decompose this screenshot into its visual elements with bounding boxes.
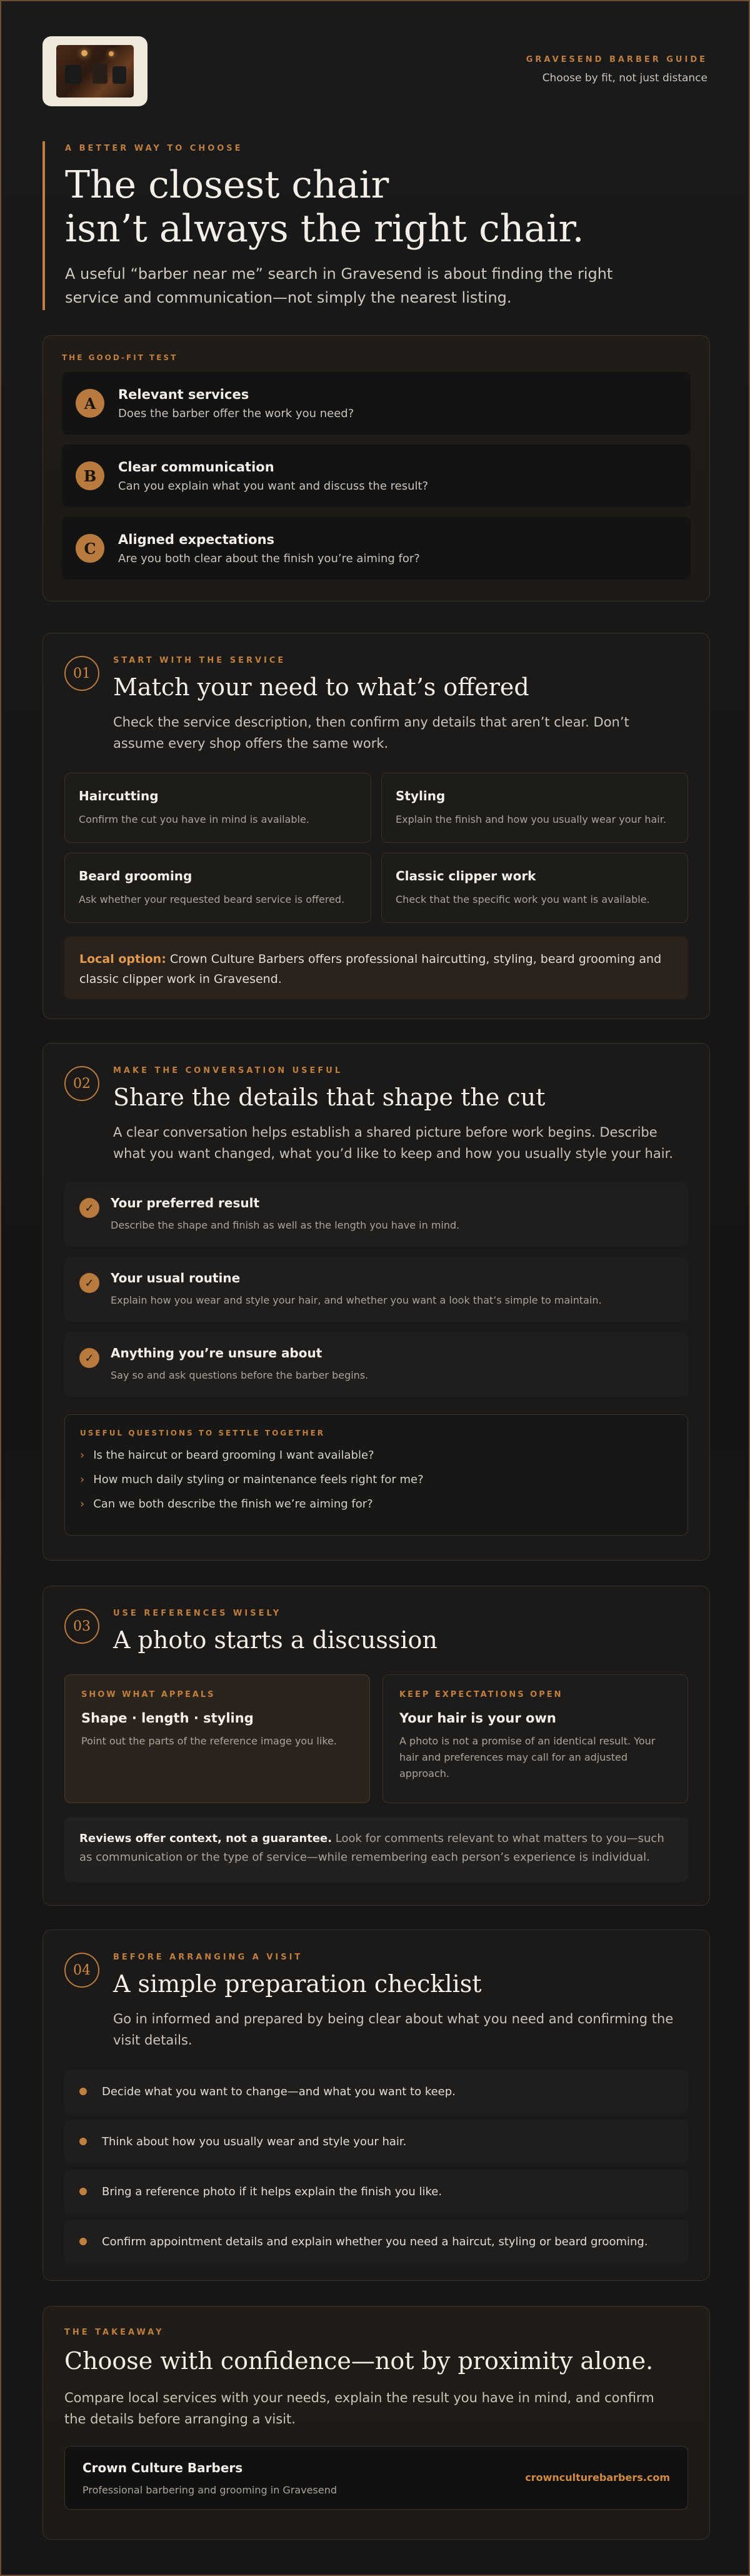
- checkmark-icon: ✓: [79, 1198, 99, 1218]
- local-option-text: Crown Culture Barbers offers professional haircutting, styling, beard grooming and classic clipper work in Gravesend.: [79, 952, 662, 986]
- check-item: [64, 1332, 688, 1397]
- list-item: [64, 2220, 688, 2263]
- reference-desc: A photo is not a promise of an identical result. Your hair and preferences may call for an adjusted approach.: [399, 1735, 656, 1779]
- service-card: [381, 853, 688, 923]
- preparation-list: [64, 2070, 688, 2263]
- takeaway-kicker: THE TAKEAWAY: [64, 2328, 164, 2337]
- step-kicker: USE REFERENCES WISELY: [113, 1609, 282, 1618]
- reference-kicker: KEEP EXPECTATIONS OPEN: [399, 1690, 563, 1699]
- list-item-text: Think about how you usually wear and style your hair.: [102, 2135, 407, 2148]
- brand-tagline: Choose by fit, not just distance: [542, 72, 708, 84]
- list-item-text: Confirm appointment details and explain whether you need a haircut, styling or beard grooming.: [102, 2235, 648, 2248]
- check-title: Your usual routine: [111, 1270, 241, 1285]
- step-number-badge: 04: [64, 1953, 99, 1988]
- reference-kicker: SHOW WHAT APPEALS: [81, 1690, 216, 1699]
- step-description: Go in informed and prepared by being clear about what you need and confirming the visit details.: [113, 2011, 674, 2048]
- checkmark-icon: ✓: [79, 1348, 99, 1368]
- hero-kicker: A BETTER WAY TO CHOOSE: [65, 144, 243, 153]
- step-02-conversation: [42, 1043, 710, 1561]
- service-title: Haircutting: [79, 788, 159, 803]
- takeaway: [42, 2306, 710, 2540]
- step-number-badge: 02: [64, 1066, 99, 1101]
- list-item-text: Decide what you want to change—and what you want to keep.: [102, 2085, 456, 2098]
- logo[interactable]: [42, 36, 148, 106]
- check-item: [64, 1182, 688, 1247]
- brand-kicker: GRAVESEND BARBER GUIDE: [526, 55, 708, 64]
- service-desc: Ask whether your requested beard service is offered.: [79, 893, 345, 905]
- service-desc: Confirm the cut you have in mind is available.: [79, 813, 309, 825]
- services-grid: [64, 773, 688, 923]
- question-text: Can we both describe the finish we’re aiming for?: [93, 1497, 373, 1511]
- fit-item: [62, 372, 691, 435]
- hero-description: A useful “barber near me” search in Gravesend is about finding the right service and communication—not simply the nearest listing.: [65, 265, 613, 306]
- service-desc: Explain the finish and how you usually wear your hair.: [396, 813, 666, 825]
- business-name: Crown Culture Barbers: [82, 2460, 243, 2475]
- step-kicker: START WITH THE SERVICE: [113, 656, 286, 665]
- hero-title: [65, 163, 668, 251]
- reviews-note: [64, 1817, 688, 1882]
- hero: [42, 141, 668, 310]
- check-desc: Say so and ask questions before the barber begins.: [111, 1369, 369, 1381]
- business-card: [64, 2446, 688, 2510]
- step-number-badge: 03: [64, 1609, 99, 1644]
- step-title: Match your need to what’s offered: [113, 673, 529, 701]
- service-card: [64, 853, 371, 923]
- reference-card: [64, 1674, 370, 1803]
- bullet-dot-icon: [79, 2088, 87, 2095]
- step-title: Share the details that shape the cut: [113, 1084, 546, 1111]
- local-option-callout: [64, 937, 688, 999]
- step-kicker: MAKE THE CONVERSATION USEFUL: [113, 1066, 343, 1075]
- hero-title-line1: The closest chair: [65, 163, 389, 207]
- check-title: Your preferred result: [111, 1195, 260, 1210]
- reference-title: Your hair is your own: [399, 1711, 556, 1726]
- barbershop-logo-image: [56, 45, 134, 98]
- reference-desc: Point out the parts of the reference image you like.: [81, 1735, 337, 1747]
- chevron-right-icon: ›: [80, 1497, 85, 1511]
- fit-letter-badge: C: [76, 534, 104, 563]
- service-title: Classic clipper work: [396, 868, 536, 883]
- service-card: [381, 773, 688, 843]
- fit-letter-badge: B: [76, 461, 104, 490]
- site-header: [42, 36, 708, 106]
- checkmark-icon: ✓: [79, 1273, 99, 1293]
- reference-title: Shape · length · styling: [81, 1711, 254, 1726]
- hero-title-line2: isn’t always the right chair.: [65, 207, 584, 251]
- service-card: [64, 773, 371, 843]
- list-item: [64, 2120, 688, 2163]
- step-kicker: BEFORE ARRANGING A VISIT: [113, 1953, 303, 1962]
- fit-item-desc: Does the barber offer the work you need?: [118, 406, 354, 420]
- check-desc: Explain how you wear and style your hair, and whether you want a look that’s simple to maintain.: [111, 1294, 602, 1306]
- step-01-service: [42, 633, 710, 1019]
- step-title: A simple preparation checklist: [113, 1970, 482, 1998]
- fit-letter-badge: A: [76, 389, 104, 418]
- bullet-dot-icon: [79, 2188, 87, 2195]
- service-title: Styling: [396, 788, 446, 803]
- questions-kicker: USEFUL QUESTIONS TO SETTLE TOGETHER: [80, 1429, 326, 1437]
- bullet-dot-icon: [79, 2238, 87, 2245]
- fit-item: [62, 517, 691, 580]
- service-title: Beard grooming: [79, 868, 192, 883]
- question-text: How much daily styling or maintenance feels right for me?: [93, 1473, 424, 1486]
- fit-item-desc: Are you both clear about the finish you’re aiming for?: [118, 551, 420, 565]
- check-desc: Describe the shape and finish as well as the length you have in mind.: [111, 1219, 460, 1231]
- step-description: A clear conversation helps establish a shared picture before work begins. Describe what you want changed, what you’d like to keep and how you usually style your hair.: [113, 1125, 673, 1161]
- fit-item-desc: Can you explain what you want and discuss the result?: [118, 479, 429, 493]
- step-title: A photo starts a discussion: [113, 1626, 438, 1654]
- local-option-label: Local option:: [79, 952, 166, 966]
- fit-item-title: Clear communication: [118, 459, 274, 475]
- useful-questions-box: [64, 1414, 688, 1536]
- checks-list: [64, 1182, 688, 1397]
- check-item: [64, 1257, 688, 1322]
- list-item-text: Bring a reference photo if it helps explain the finish you like.: [102, 2185, 442, 2198]
- header-branding: [526, 55, 708, 84]
- chevron-right-icon: ›: [80, 1473, 85, 1486]
- fit-item-title: Aligned expectations: [118, 531, 275, 547]
- fit-item-title: Relevant services: [118, 386, 249, 402]
- takeaway-title: Choose with confidence—not by proximity alone.: [64, 2347, 654, 2375]
- question-item: [80, 1449, 672, 1462]
- good-fit-test: [42, 335, 710, 601]
- step-description: Check the service description, then confirm any details that aren’t clear. Don’t assume every shop offers the same work.: [113, 715, 629, 751]
- takeaway-description: Compare local services with your needs, explain the result you have in mind, and confirm the details before arranging a visit.: [64, 2390, 654, 2427]
- reviews-note-text: Look for comments relevant to what matters to you—such as communication or the type of service—while remembering each person’s experience is individual.: [79, 1832, 664, 1864]
- fit-kicker: THE GOOD-FIT TEST: [62, 353, 178, 362]
- business-desc: Professional barbering and grooming in Gravesend: [82, 2484, 337, 2496]
- reference-card: [382, 1674, 688, 1803]
- bullet-dot-icon: [79, 2138, 87, 2145]
- question-text: Is the haircut or beard grooming I want available?: [93, 1449, 374, 1462]
- step-04-checklist: [42, 1929, 710, 2281]
- fit-item: [62, 445, 691, 507]
- list-item: [64, 2170, 688, 2213]
- reviews-note-bold: Reviews offer context, not a guarantee.: [79, 1832, 332, 1845]
- reference-cards: [64, 1674, 688, 1803]
- step-number-badge: 01: [64, 656, 99, 691]
- step-03-references: [42, 1586, 710, 1906]
- question-item: [80, 1473, 672, 1486]
- service-desc: Check that the specific work you want is available.: [396, 893, 650, 905]
- check-title: Anything you’re unsure about: [111, 1346, 322, 1361]
- list-item: [64, 2070, 688, 2113]
- business-website-link[interactable]: crownculturebarbers.com: [525, 2472, 670, 2483]
- chevron-right-icon: ›: [80, 1449, 85, 1462]
- question-item: [80, 1497, 672, 1511]
